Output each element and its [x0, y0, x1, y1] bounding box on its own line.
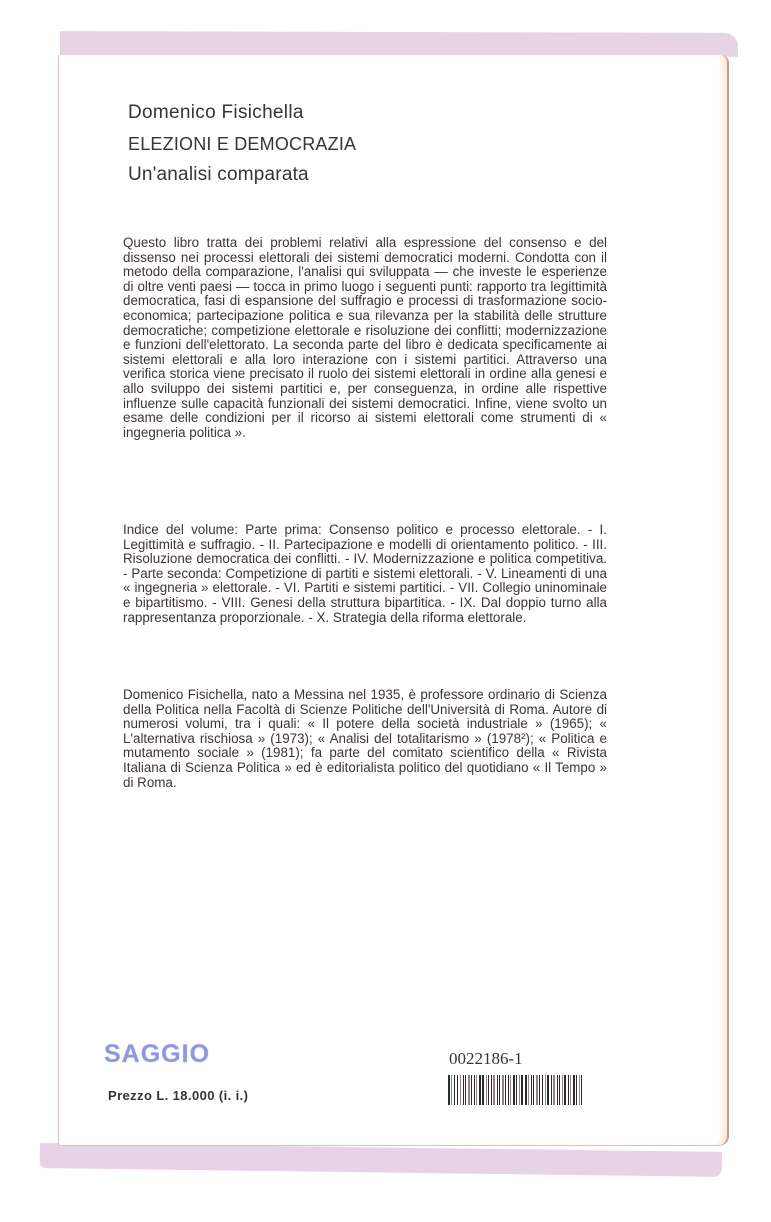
barcode-bar	[533, 1075, 534, 1105]
author-name: Domenico Fisichella	[128, 102, 304, 123]
barcode-bar	[471, 1075, 472, 1105]
barcode-bar	[525, 1075, 527, 1105]
barcode-bar	[559, 1075, 560, 1105]
barcode-bar	[460, 1075, 461, 1105]
barcode-bar	[486, 1075, 487, 1105]
barcode-bar	[463, 1075, 464, 1105]
barcode-bar	[513, 1075, 515, 1105]
barcode-bar	[536, 1075, 538, 1105]
barcode-icon	[448, 1075, 584, 1105]
barcode-bar	[454, 1075, 455, 1105]
barcode-bar	[476, 1075, 477, 1105]
book-title: ELEZIONI E DEMOCRAZIA	[128, 134, 357, 154]
barcode-bar	[457, 1075, 459, 1105]
barcode-bar	[545, 1075, 546, 1105]
barcode-bar	[564, 1075, 566, 1105]
barcode-bar	[570, 1075, 571, 1105]
barcode-bar	[542, 1075, 543, 1105]
top-cover-band	[60, 31, 738, 57]
barcode-bar	[581, 1075, 582, 1105]
barcode-bar	[510, 1075, 511, 1105]
barcode-bar	[528, 1075, 529, 1105]
barcode-bar	[521, 1075, 523, 1105]
book-subtitle: Un'analisi comparata	[128, 164, 309, 185]
barcode-bar	[557, 1075, 558, 1105]
barcode-bar	[579, 1075, 580, 1105]
bottom-cover-band	[40, 1143, 722, 1177]
barcode-bar	[539, 1075, 540, 1105]
barcode-bar	[479, 1075, 481, 1105]
author-biography: Domenico Fisichella, nato a Messina nel 1935, è professore ordinario di Scienza della Politica nella Facoltà di Scienze Politiche dell'Università di Roma. Autore di numerosi volumi, tra i quali: « Il potere della società industriale » (1965); « L'alternativa rischiosa » (1973); « Analisi del totalitarismo » (1978²); « Politica e mutamento sociale » (1981); fa parte del comitato scientifico della « Rivista Italiana di Scienza Politica » ed è editorialista politico del quotidiano « Il Tempo » di Roma.	[123, 687, 607, 790]
barcode-bar	[553, 1075, 555, 1105]
barcode-bar	[493, 1075, 495, 1105]
barcode-bar	[497, 1075, 498, 1105]
barcode-bar	[519, 1075, 520, 1105]
barcode-bar	[531, 1075, 532, 1105]
barcode-bar	[505, 1075, 506, 1105]
table-of-contents: Indice del volume: Parte prima: Consenso politico e processo elettorale. - I. Legittimità e suffragio. - II. Partecipazione e modelli di orientamento politico. - III. Risoluzione democratica dei conflitti. - IV. Modernizzazione e politica competitiva. - Parte seconda: Competizione di partiti e sistemi elettorali. - V. Lineamenti di una « ingegneria » elettorale. - VI. Partiti e sistemi partitici. - VII. Collegio uninominale e bipartitismo. - VIII. Genesi della struttura bipartitica. - IX. Dal doppio turno alla rappresentanza proporzionale. - X. Strategia della riforma elettorale.	[123, 522, 607, 625]
barcode-bar	[448, 1075, 450, 1105]
barcode-bar	[474, 1075, 475, 1105]
barcode-bar	[482, 1075, 484, 1105]
barcode-bar	[551, 1075, 552, 1105]
barcode-bar	[508, 1075, 509, 1105]
barcode-bar	[499, 1075, 500, 1105]
barcode-bar	[573, 1075, 575, 1105]
barcode-bar	[568, 1075, 569, 1105]
barcode-bar	[488, 1075, 489, 1105]
barcode-bar	[468, 1075, 470, 1105]
barcode-bar	[502, 1075, 504, 1105]
price-label: Prezzo L. 18.000 (i. i.)	[108, 1088, 249, 1103]
barcode-bar	[451, 1075, 452, 1105]
barcode-bar	[516, 1075, 517, 1105]
barcode-bar	[576, 1075, 577, 1105]
barcode-bar	[547, 1075, 549, 1105]
catalog-code: 0022186-1	[449, 1049, 523, 1068]
series-logo: SAGGIO	[104, 1040, 211, 1068]
cover-header	[128, 98, 356, 190]
barcode-bar	[491, 1075, 492, 1105]
book-description: Questo libro tratta dei problemi relativi alla espressione del consenso e del dissenso nei processi elettorali dei sistemi democratici moderni. Condotta con il metodo della comparazione, l'analisi qui sviluppata — che investe le esperienze di oltre venti paesi — tocca in primo luogo i seguenti punti: rapporto tra legittimità democratica, fasi di espansione del suffragio e processi di trasformazione socio-economica; partecipazione politica e sua rilevanza per la stabilità delle strutture democratiche; competizione elettorale e risoluzione dei conflitti; modernizzazione e funzioni dell'elettorato. La seconda parte del libro è dedicata specificamente ai sistemi elettorali e alla loro interazione con i sistemi partitici. Attraverso una verifica storica viene precisato il ruolo dei sistemi elettorali in ordine alla genesi e allo sviluppo dei sistemi partitici e, per conseguenza, in ordine alle rispettive influenze sulle capacità funzionali dei sistemi democratici. Infine, viene svolto un esame delle condizioni per il ricorso ai sistemi elettorali come strumenti di « ingegneria politica ».	[123, 235, 607, 440]
barcode-bar	[465, 1075, 466, 1105]
barcode-bar	[562, 1075, 563, 1105]
